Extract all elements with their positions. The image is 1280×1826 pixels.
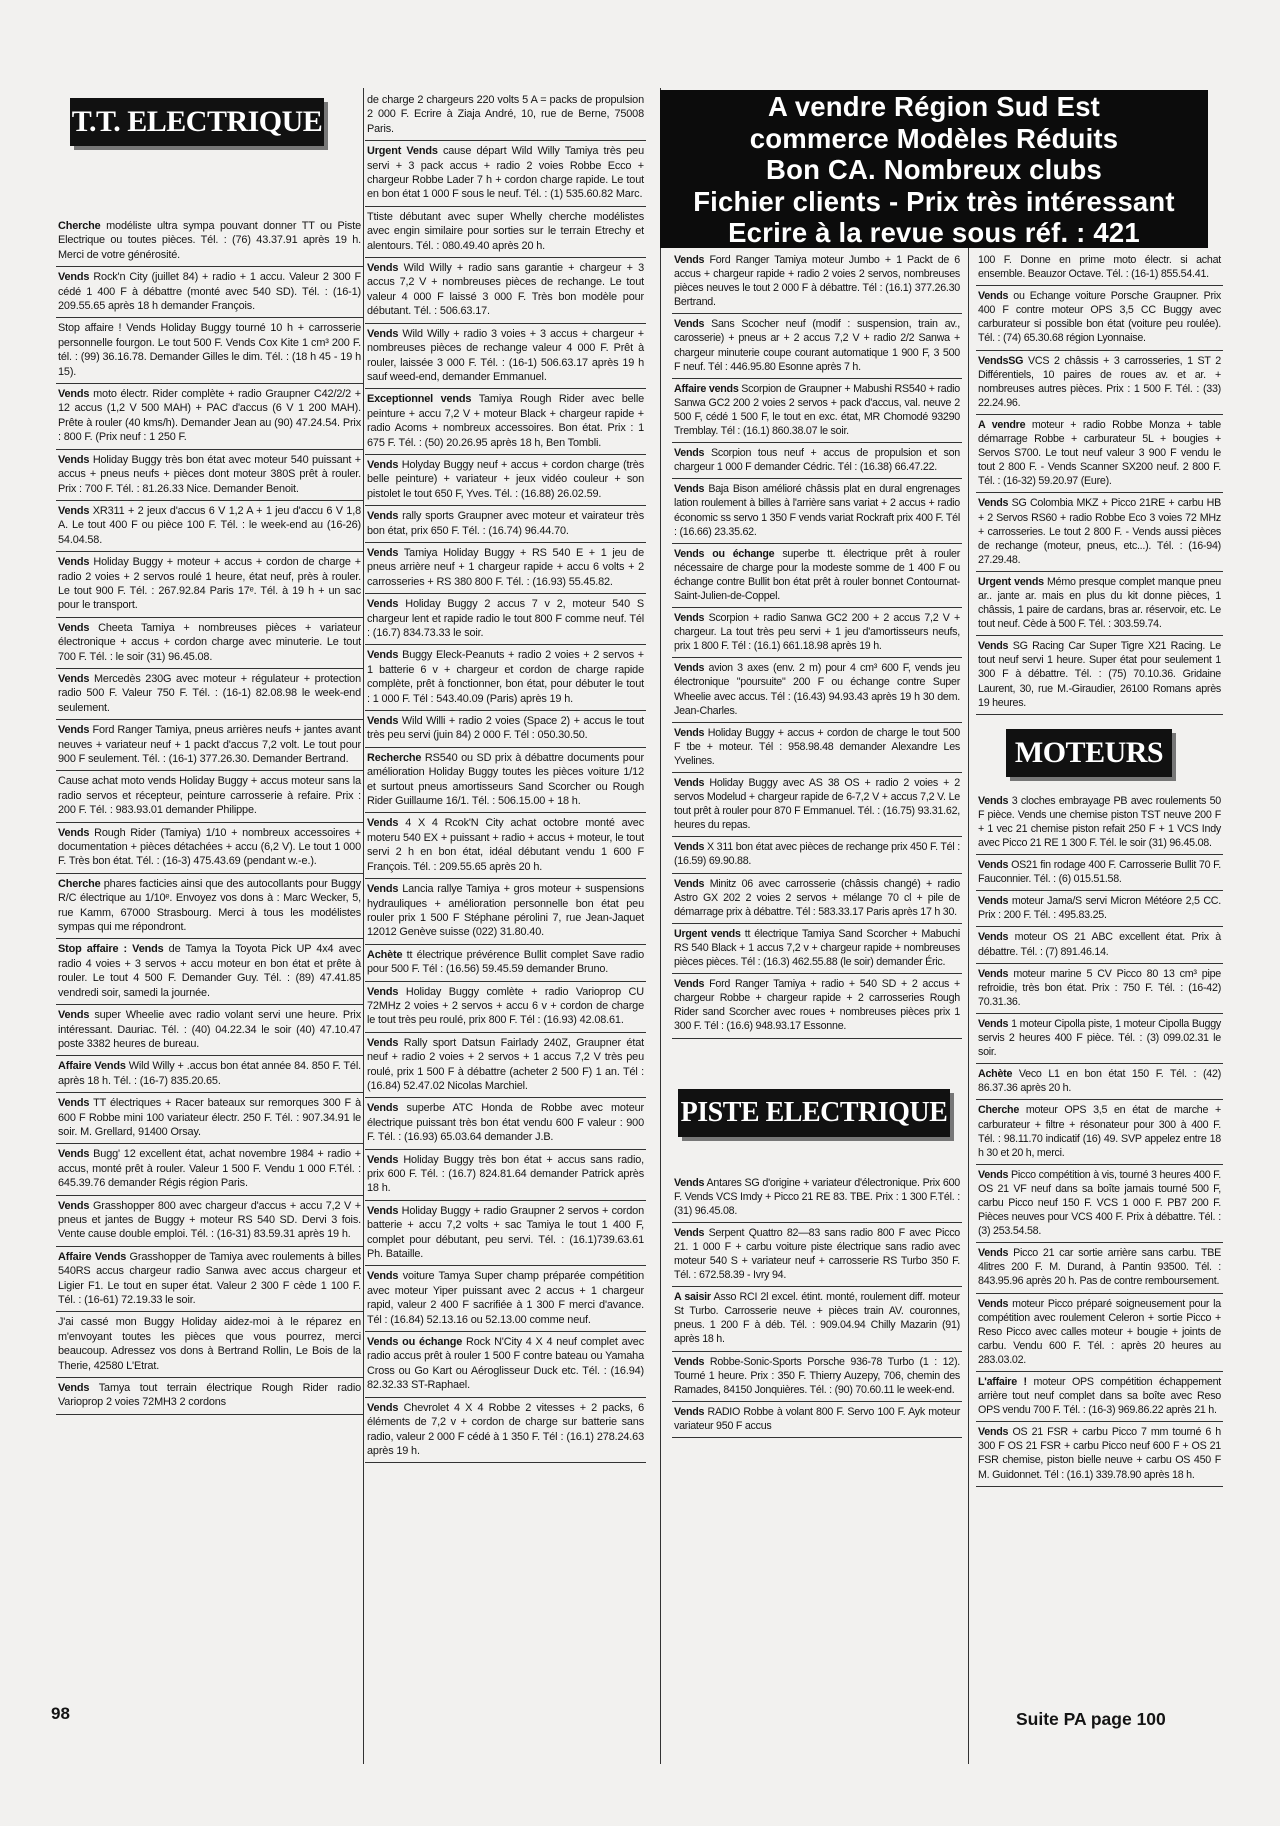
ad-text: Picco 21 car sortie arrière sans carbu. TBE 4litres 200 F. M. Durand, à Pantin 93500. Tél. : 843.95.96 après 20 h. Pas de contre remboursement. (978, 1247, 1221, 1288)
ad-text: Ford Ranger Tamiya + radio + 540 SD + 2 accus + chargeur Robbe + chargeur rapide + 2 carrosseries Rough Rider sand Scorcher avec roues + nombreuses pièces prix 1 300 F. Tél : (16.6) 948.93.17 Essonne. (674, 978, 960, 1033)
ad-text: RADIO Robbe à volant 800 F. Servo 100 F. Ayk moteur variateur 950 F accus (674, 1405, 960, 1432)
ad-keyword: Urgent vends (978, 575, 1044, 588)
ad-text: Wild Willy + radio sans garantie + chargeur + 3 accus 7,2 V + nombreuses pièces de rechange. Le tout valeur 4 000 F laissé 3 000 F. Très bon modèle pour débutant. Tél. : 506.63.17. (367, 262, 644, 318)
classified-ad (976, 636, 1223, 714)
ad-text: moteur Jama/S servi Micron Météore 2,5 CC. Prix : 200 F. Tél. : 495.83.25. (978, 895, 1221, 922)
ad-keyword: Vends (58, 1148, 90, 1161)
ad-text: Cause achat moto vends Holiday Buggy + accus moteur sans la radio servos et récepteur, peinture carrosserie à refaire. Prix : 200 F. Tél. : 983.93.01 demander Philippe. (58, 775, 361, 817)
classified-ad (365, 1098, 646, 1149)
ad-text: moteur marine 5 CV Picco 80 13 cm³ pipe refroidie, très bon état. Prix : 750 F. Tél. : (16-42) 70.31.36. (978, 967, 1221, 1008)
classified-ad (672, 314, 962, 378)
classified-ad (976, 791, 1223, 855)
ad-keyword: Vends (674, 254, 705, 266)
ad-text: phares facticies ainsi que des autocollants pour Buggy R/C électrique au 1/10ᵉ. Envoyez vos dons à : Marc Wecker, 5, rue Kamm, 67000 Strasbourg. Merci à tous les modélistes sympas qui me répondront. (58, 877, 361, 934)
classified-ad (976, 1422, 1223, 1486)
classified-ad (56, 501, 363, 552)
ad-text: Buggy Eleck-Peanuts + radio 2 voies + 2 servos + 1 batterie 6 v + chargeur et cordon de charge rapide complète, prêt à fonctionner, bon état, pour débuter le tout : 1 000 F. Tél : 543.40.09 (Paris) après 19 h. (367, 649, 644, 705)
ad-keyword: Vends (674, 1405, 705, 1418)
ad-keyword: Affaire Vends (58, 1250, 127, 1263)
column-rule-1 (363, 88, 364, 1764)
ad-text: Ford Ranger Tamiya, pneus arrières neufs + jantes avant neuves + variateur neuf + 1 packt d'accus 7,2 volt. Le tout pour 900 F seulement. Tél. : (16-1) 377.26.30. Demander Bertrand. (58, 724, 361, 765)
banner-line: A vendre Région Sud Est (767, 91, 1101, 122)
classified-ad (56, 939, 363, 1005)
ad-text: Stop affaire ! Vends Holiday Buggy tourné 10 h + carrosserie personnelle fourgon. Le tout 500 F. Vends Cox Kite 1 cm³ 200 F. tél. : (99) 36.16.78. Demander Gilles le dim. Tél. : (18 h 45 - 19 h 15). (58, 322, 361, 378)
column-rule-3 (968, 248, 969, 1764)
classified-ad (672, 1173, 962, 1223)
ad-text: Tamya tout terrain électrique Rough Rider radio Varioprop 2 voies 72MH3 2 cordons (58, 1382, 361, 1409)
ad-keyword: Cherche (978, 1104, 1020, 1117)
classified-ad (365, 1266, 646, 1332)
ad-text: Veco L1 en bon état 150 F. Tél. : (42) 86.37.36 après 20 h. (978, 1068, 1221, 1095)
ad-text: Baja Bison amélioré châssis plat en dural engrenages lation roulement à billes à l'arrière sans variat + 2 accus + radio économic ss servo 1 350 F vends variat Rockraft prix 400 F. Tél : (16.66) 23.35.62. (674, 483, 960, 538)
ad-keyword: Vends (367, 817, 399, 830)
classified-ad (56, 618, 363, 669)
classified-ad (365, 258, 646, 324)
ad-keyword: A saisir (674, 1291, 711, 1304)
classified-ad (56, 1378, 363, 1415)
continued-note: Suite PA page 100 (1016, 1709, 1166, 1729)
classified-ad (976, 964, 1223, 1014)
classified-ad (56, 216, 363, 267)
ad-text: superbe ATC Honda de Robbe avec moteur électrique puissant très bon état vendu 600 F valeur : 900 F. Tél. : (16.93) 65.03.64 demander J.B. (367, 1102, 644, 1144)
classified-ad (672, 874, 962, 924)
classified-ad (365, 1398, 646, 1464)
ad-text: tt électrique Tamiya Sand Scorcher + Mabuchi RS 540 Black + 1 accus 7,2 v + chargeur rapide + nombreuses pièces pièces. Tél : (16.3) 462.55.88 (le soir) demander Éric. (674, 927, 960, 969)
ad-text: Grasshopper de Tamiya avec roulements à billes 540RS accus chargeur radio Sanwa avec accus chargeur et Ligier F1. Le tout en super état. Valeur 2 300 F cède 1 100 F. Tél. : (16-61) 72.19.33 le soir. (58, 1250, 361, 1306)
ad-keyword: Affaire Vends (58, 1060, 126, 1073)
classified-ad (365, 1201, 646, 1267)
ad-text: Rough Rider (Tamiya) 1/10 + nombreux accessoires + documentation + pièces détachées + accu (6,2 V). Le tout 1 000 F. Très bon état. Tél. : (16-3) 475.43.69 (pendant w.-e.). (58, 826, 361, 868)
classified-ad (672, 1352, 962, 1402)
ads-list (56, 216, 363, 1415)
ad-keyword: Vends (367, 327, 399, 340)
ad-text: voiture Tamya Super champ préparée compétition avec moteur Yiper puissant avec 2 accus + 1 chargeur rapid, valeur 2 400 F sacrifiée à 1 300 F merci d'avance. Tél : (16.84) 52.13.16 ou 52.13.00 comme neuf. (367, 1270, 644, 1326)
ad-text: Minitz 06 avec carrosserie (châssis changé) + radio Astro GX 202 2 voies 2 servos + mélange 70 cl + pile de démarrage prix à débattre. Tél : 583.33.17 Paris après 17 h 30. (674, 877, 960, 918)
ad-text: Holiday Buggy 2 accus 7 v 2, moteur 540 S chargeur lent et rapide radio le tout 800 F comme neuf. Tél : (16.7) 834.73.33 le soir. (367, 598, 644, 639)
banner-line: Fichier clients - Prix très intéressant (693, 185, 1175, 217)
ad-keyword: Vends (674, 662, 705, 675)
ad-keyword: Vends (367, 1270, 399, 1283)
classified-ad (56, 318, 363, 384)
ad-keyword: Vends (674, 978, 705, 991)
ad-text: SG Racing Car Super Tigre X21 Racing. Le tout neuf servi 1 heure. Super état pour seulement 1 300 F à débattre. Tél. : (75) 70.10.36. Gridaine Laurent, 30, rue M.-Giraudier, 26100 Romans après 19 heures. (978, 640, 1221, 709)
ad-keyword: Vends (58, 556, 90, 569)
ad-keyword: Vends (58, 388, 90, 401)
ad-keyword: Vends (367, 262, 399, 275)
ad-text: Holiday Buggy comlète + radio Varioprop CU 72MHz 2 voies + 2 servos + accu 6 v + cordon de charge le tout très peu roulé, prix 800 F. Tél : (16.93) 42.08.61. (367, 985, 644, 1027)
classified-ad (365, 1332, 646, 1398)
ad-keyword: Urgent vends (674, 927, 741, 940)
ads-list (976, 791, 1223, 1487)
ad-text: moteur OPS 3,5 en état de marche + carburateur + filtre + résonateur pour 300 à 400 F. Tél. : 98.11.70 indicatif (16) 49. SVP appelez entre 18 h 30 et 20 h, merci. (978, 1104, 1221, 1159)
ad-keyword: Vends (58, 1382, 90, 1395)
classified-ad (672, 443, 962, 479)
classified-ad (672, 250, 962, 314)
ad-keyword: Vends (58, 826, 90, 839)
classified-ad (976, 493, 1223, 571)
classified-ad (672, 924, 962, 974)
ad-keyword: Vends (58, 1009, 90, 1022)
ad-keyword: Achète (367, 948, 403, 961)
ad-keyword: Vends (674, 483, 705, 496)
classified-ad (56, 1005, 363, 1056)
banner-ad (660, 90, 1208, 248)
ad-keyword: Vends (674, 1355, 705, 1368)
classified-ad (976, 1294, 1223, 1372)
ad-keyword: Vends (58, 504, 90, 517)
ad-text: Wild Willy + .accus bon état année 84. 850 F. Tél. après 18 h. Tél. : (16-7) 835.20.65. (58, 1060, 361, 1087)
classified-ad (56, 1144, 363, 1195)
ad-keyword: Vends (978, 895, 1009, 908)
ad-text: XR311 + 2 jeux d'accus 6 V 1,2 A + 1 jeu d'accu 6 V 1,8 A. Le tout 400 F ou pièce 100 F. Tél. : le week-end au (16-26) 54.04.58. (58, 504, 361, 546)
ad-text: Scorpion de Graupner + Mabushi RS540 + radio Sanwa GC2 200 2 voies 2 servos + pack d'accus, val. neuve 2 500 F, cédé 1 500 F, le tout en exc. état, MR Chomodé 93290 Tremblay. Tél : (16.1) 860.38.07 le soir. (674, 382, 960, 438)
ad-text: de Tamya la Toyota Pick UP 4x4 avec radio 4 voies + 3 servos + accu moteur en bon état et prête à rouler. Le tout 4 500 F. Demander Guy. Tél. : (89) 47.41.85 vendredi soir, samedi la journée. (58, 943, 361, 999)
classified-ad (672, 773, 962, 837)
classified-ad (976, 1243, 1223, 1293)
ad-keyword: Vends ou échange (674, 547, 775, 560)
ad-text: Ford Ranger Tamiya moteur Jumbo + 1 Packt de 6 accus + chargeur rapide + radio 2 voies 2 servos, nombreuses pièces neuves le tout 2 000 F à débattre. Tél : (16.1) 377.26.30 Bertrand. (674, 254, 960, 309)
ad-text: Mercedès 230G avec moteur + régulateur + protection radio 500 F. Valeur 750 F. Tél. : (16-1) 82.08.98 le week-end seulement. (58, 672, 361, 714)
classified-ad (365, 1150, 646, 1201)
ad-text: Holiday Buggy + accus + cordon de charge le tout 500 F tbe + moteur. Tél : 958.98.48 demander Alexandre Les Yvelines. (674, 726, 960, 767)
column-3 (672, 250, 962, 1438)
ad-keyword: Vends (978, 1168, 1009, 1181)
classified-ad (365, 543, 646, 594)
classified-ad (672, 658, 962, 722)
ad-keyword: Vends (978, 859, 1009, 872)
ad-text: Chevrolet 4 X 4 Robbe 2 vitesses + 2 packs, 6 éléments de 7,2 v + cordon de charge sur batterie sans radio, valeur 2 000 F cédé à 1 350 F. Tél : (16.1) 278.24.63 après 19 h. (367, 1401, 644, 1457)
ad-text: moteur OS 21 ABC excellent état. Prix à débattre. Tél. : (7) 891.46.14. (978, 931, 1221, 958)
classified-ad (56, 450, 363, 501)
ad-text: J'ai cassé mon Buggy Holiday aidez-moi à le réparez en m'envoyant toutes les pièces que vous pourrez, merci beaucoup. Adressez vos dons à Bertrand Rollin, Le Bois de la Therie, 42580 L'Etrat. (58, 1316, 361, 1372)
ad-keyword: Vends (367, 1204, 399, 1217)
ad-keyword: Cherche (58, 877, 101, 890)
classified-ad (976, 351, 1223, 415)
ad-text: Rally sport Datsun Fairlady 240Z, Graupner état neuf + radio 2 voies + 2 servos + 1 accus 7,2 V très peu roulé, prix 1 500 F à débattre (acheter 2 500 F) 1 an. Tél : (16.84) 52.47.02 Nicolas Marchiel. (367, 1036, 644, 1092)
ad-keyword: Vends (978, 1017, 1009, 1030)
classified-ad (56, 384, 363, 450)
classified-ad (672, 974, 962, 1038)
classified-ad (976, 1014, 1223, 1064)
ad-keyword: Cherche (58, 220, 101, 232)
ad-text: Asso RCI 2l excel. étint. monté, roulement diff. moteur St Turbo. Carrosserie neuve + pièces train AV. couronnes, pneus. 1 200 F à déb. Tél. : 909.04.94 Chilly Mazarin (91) après 18 h. (674, 1291, 960, 1346)
ad-text: 4 X 4 Rcok'N City achat octobre monté avec moteru 540 EX + puissant + radio + accus + moteur, le tout servi 2 h en bon état, idéal débutant vendu 1 600 F François. Tél. : 209.55.65 après 20 h. (367, 817, 644, 873)
classified-ad (976, 250, 1223, 286)
ad-text: Rock'n City (juillet 84) + radio + 1 accu. Valeur 2 300 F cédé 1 400 F à débattre (monté avec 540 SD). Tél. : (16-1) 209.55.65 après 18 h demander François. (58, 271, 361, 313)
classified-ad (56, 1093, 363, 1144)
classified-ad (976, 286, 1223, 350)
ad-keyword: Vends (674, 1226, 705, 1239)
ad-keyword: Recherche (367, 751, 422, 764)
ad-keyword: Vends (367, 1102, 399, 1115)
ad-keyword: Vends (674, 877, 705, 890)
classified-ad (365, 982, 646, 1033)
ad-text: 3 cloches embrayage PB avec roulements 50 F pièce. Vends une chemise piston TST neuve 200 F + 1 vec 21 chemise piston refait 250 F + 1 VCS Indy avec Picco 21 RE 1 300 F. Tél. le soir (31) 96.45.08. (978, 794, 1221, 849)
column-4 (976, 250, 1223, 1487)
ad-text: X 311 bon état avec pièces de rechange prix 450 F. Tél : (16.59) 69.90.88. (674, 841, 960, 868)
classified-ad (976, 927, 1223, 963)
classified-ad (365, 711, 646, 748)
classified-ad (672, 379, 962, 443)
ad-text: Tamiya Holiday Buggy + RS 540 E + 1 jeu de pneus arrière neuf + 1 chargeur rapide + accu 6 volts + 2 carrosseries + RS 380 800 F. Tél. : (16.93) 55.45.82. (367, 546, 644, 588)
ad-text: cause départ Wild Willy Tamiya très peu servi + 3 pack accus + radio 2 voies Robbe Ecco + chargeur Robbe Lader 7 h + cordon charge rapide. Le tout en bon état 1 000 F sous le neuf. Tél. : (1) 535.60.82 Marc. (367, 145, 644, 201)
ad-text: avion 3 axes (env. 2 m) pour 4 cm³ 600 F, vends jeu électronique "poursuite" 200 F ou échange contre Super Wheelie avec accus. Tél : (16.43) 94.93.43 après 19 h 30 dem. Jean-Charles. (674, 662, 960, 717)
classified-ad (365, 455, 646, 506)
ad-keyword: A vendre (978, 418, 1026, 431)
section-heading-moteurs: MOTEURS (1006, 729, 1172, 777)
ad-text: Sans Scocher neuf (modif : suspension, train av., carosserie) + pneus ar + 2 accus 7,2 V + radio 2/2 Sanwa + chargeur minuterie coupe courant automatique 1 900 F, 3 500 F neuf. Tél : 446.95.80 Esonne après 7 h. (674, 318, 960, 373)
ad-keyword: Vends (978, 290, 1009, 303)
classified-ad (365, 879, 646, 945)
classified-ad (56, 771, 363, 822)
ad-keyword: Vends (58, 621, 90, 634)
classified-ad (365, 207, 646, 258)
ad-keyword: Vends (978, 794, 1009, 807)
ad-keyword: Vends (978, 497, 1009, 510)
ad-keyword: Urgent Vends (367, 145, 438, 158)
classified-ad (672, 608, 962, 658)
ad-text: moteur OPS compétition échappement arrière tout neuf complet dans sa boîte avec Reso OPS vendu 700 F. Tél. : (16-3) 969.86.22 après 21 h. (978, 1376, 1221, 1417)
classified-ad (365, 748, 646, 814)
classified-ad (365, 594, 646, 645)
classified-ad (56, 1196, 363, 1247)
ad-keyword: Vends ou échange (367, 1336, 463, 1349)
ad-text: Serpent Quattro 82—83 sans radio 800 F avec Picco 21. 1 000 F + carbu voiture piste électrique sans radio avec moteur 540 S + variateur neuf + carrosserie RS Turbo 350 F. Tél. : 672.58.39 - Ivry 94. (674, 1226, 960, 1282)
classified-ad (365, 506, 646, 543)
ad-text: Rock N'City 4 X 4 neuf complet avec radio accus prêt à rouler 1 500 F contre bateau ou Yamaha Cross ou Go Kart ou Aéroglisseur Duck etc. Tél. : (16.94) 82.32.33 ST-Raphael. (367, 1336, 644, 1392)
ad-text: Wild Willy + radio 3 voies + 3 accus + chargeur + nombreuses pièces de rechange valeur 4 000 F. Prêt à rouler, laissée 3 000 F. Tél. : (16-1) 506.63.17 après 19 h sauf weed-end, demander Emmanuel. (367, 327, 644, 383)
classified-ad (672, 544, 962, 608)
ad-keyword: Vends (58, 453, 90, 466)
ad-text: RS540 ou SD prix à débattre documents pour amélioration Holiday Buggy toutes les pièces voiture 1/12 et surtout pneus amortisseurs Sand Scorcher ou Rough Rider Guillaume 16/1. Tél. : 506.15.00 + 18 h. (367, 751, 644, 808)
ad-text: Grasshopper 800 avec chargeur d'accus + accu 7,2 V + pneus et jantes de Buggy + moteur RS 540 SD. Dervi 3 fois. Vente cause double emploi. Tél. : (16-31) 83.59.31 après 19 h. (58, 1199, 361, 1241)
ad-keyword: Vends (58, 1199, 90, 1212)
ad-text: Scorpion tous neuf + accus de propulsion et son chargeur 1 000 F demander Cédric. Tél : (16.38) 66.47.22. (674, 447, 960, 474)
classified-ad (672, 479, 962, 543)
classified-ad (365, 813, 646, 879)
ad-keyword: Exceptionnel vends (367, 393, 472, 406)
ad-keyword: Vends (674, 726, 705, 739)
ad-keyword: Vends (367, 510, 399, 523)
ad-text: moto électr. Rider complète + radio Graupner C42/2/2 + 12 accus (1,2 V 500 MAH) + PAC d'accus (6 V 1 200 MAH). Prête à rouler (40 kms/h). Demander Jean au (90) 47.24.54. Prix : 800 F. (Prix neuf : 1 250 F. (58, 388, 361, 444)
ads-list (672, 250, 962, 1039)
ad-text: SG Colombia MKZ + Picco 21RE + carbu HB + 2 Servos RS60 + radio Robbe Eco 3 voies 72 MHz + carrosseries. Le tout 2 800 F. - Vends aussi pièces de rechange (moteur, pneus, etc...). Tél. : (16-94) 27.29.48. (978, 497, 1221, 566)
banner-line: Bon CA. Nombreux clubs (766, 154, 1102, 185)
ad-text: super Wheelie avec radio volant servi une heure. Prix intéressant. Dauriac. Tél. : (40) 04.22.34 le soir (40) 47.10.47 poste 3382 heures de bureau. (58, 1009, 361, 1050)
ad-text: modéliste ultra sympa pouvant donner TT ou Piste Electrique ou toutes pièces. Tél. : (76) 43.37.91 après 19 h. Merci de votre générosité. (58, 220, 361, 261)
ad-text: Robbe-Sonic-Sports Porsche 936-78 Turbo (1 : 12). Tourné 1 heure. Prix : 350 F. Thierry Auzepy, 706, chemin des Ramades, 84150 Jonquières. Tél. : (90) 70.60.11 le week-end. (674, 1355, 960, 1396)
classified-ad (672, 1223, 962, 1287)
ad-text: Wild Willi + radio 2 voies (Space 2) + accus le tout très peu servi (juin 84) 2 000 F. Tél : 050.30.50. (367, 715, 644, 742)
classified-ad (56, 720, 363, 771)
classified-ad (976, 1372, 1223, 1422)
classified-ad (56, 267, 363, 318)
classified-ad (365, 645, 646, 711)
ad-text: tt électrique prévérence Bullit complet Save radio pour 500 F. Tél : (16.56) 59.45.59 demander Bruno. (367, 948, 644, 976)
classified-ad (976, 891, 1223, 927)
ad-text: Tamiya Rough Rider avec belle peinture + accu 7,2 V + moteur Black + chargeur rapide + radio Acoms + nombreux accessoires. Bon état. Prix : 1 675 F. Tél. : (50) 20.26.95 après 18 h, Ben Tombli. (367, 393, 644, 449)
ad-text: OS21 fin rodage 400 F. Carrosserie Bullit 70 F. Fauconnier. Tél. : (6) 015.51.58. (978, 859, 1221, 886)
ad-keyword: Vends (367, 598, 399, 611)
classified-ad (56, 669, 363, 720)
classified-ad (365, 945, 646, 982)
classified-ad (365, 90, 646, 141)
banner-line: Ecrire à la revue sous réf. : 421 (728, 217, 1140, 248)
classified-ad (56, 1312, 363, 1378)
ad-text: TT électriques + Racer bateaux sur remorques 300 F à 600 F Robbe mini 100 variateur électr. 250 F. Tél. : 907.34.91 le soir. M. Grellard, 91400 Orsay. (58, 1097, 361, 1138)
classified-ad (672, 723, 962, 773)
classified-ad (56, 874, 363, 940)
classified-ad (976, 415, 1223, 493)
ad-text: ou Echange voiture Porsche Graupner. Prix 400 F contre moteur OPS 3,5 CC Buggy avec carburateur si possible bon état (voiture peu roulée). Tél. : (74) 65.30.68 région Lyonnaise. (978, 290, 1221, 345)
ad-keyword: Vends (367, 649, 399, 662)
ad-text: Mémo presque complet manque pneu ar.. jante ar. mais en plus du kit donne pièces, 1 châssis, 1 paire de cardans, bras ar. réservoir, etc. Le tout neuf. Cède à 500 F. Tél. : 303.59.74. (978, 575, 1222, 631)
ads-list (976, 250, 1223, 715)
ad-text: Holiday Buggy + radio Graupner 2 servos + cordon batterie + accu 7,2 volts + sac Tamiya le tout 1 400 F, complet pour débutant, peu servi. Tél. : (16.1)739.63.61 Ph. Bataille. (367, 1204, 644, 1261)
classified-ad (976, 855, 1223, 891)
ad-text: Lancia rallye Tamiya + gros moteur + suspensions hydrauliques + amélioration personnelle bon état peu rouler prix 1 500 F Stéphane pérolini 7, rue Jean-Jaquet 12012 Genève suisse (022) 31.80.40. (367, 883, 644, 939)
page-number: 98 (51, 1704, 70, 1723)
ad-keyword: Vends (367, 1401, 399, 1414)
ad-keyword: Vends (58, 1097, 90, 1110)
ad-keyword: Vends (674, 777, 705, 789)
classified-ad (672, 837, 962, 873)
ad-keyword: Vends (58, 271, 90, 284)
ad-keyword: VendsSG (978, 354, 1024, 367)
ad-text: Holiday Buggy + moteur + accus + cordon de charge + radio 2 voies + 2 servos roulé 1 heure, état neuf, près à rouler. Le tout 900 F. Tél. : 267.92.84 Paris 17ᵉ. Tél. à 19 h + un sac pour le transport. (58, 556, 361, 612)
ad-text: Cheeta Tamiya + nombreuses pièces + variateur électronique + accus + cordon charge avec minuterie. Le tout 700 F. Tél. : le soir (31) 96.45.08. (58, 621, 361, 663)
ad-keyword: Vends (367, 1153, 399, 1166)
ad-text: rally sports Graupner avec moteur et vairateur très bon état, prix 650 F. Tél. : (16.74) 96.44.70. (367, 510, 644, 537)
classified-ad (672, 1287, 962, 1351)
ad-text: VCS 2 châssis + 3 carrosseries, 1 ST 2 Différentiels, 10 paires de roues av. et ar. + nombreuses autres pièces. Prix : 1 500 F. Tél. : (33) 22.24.96. (978, 354, 1221, 409)
column-2 (365, 90, 646, 1463)
ad-text: moteur Picco préparé soigneusement pour la compétition avec roulement Celeron + sortie Picco + Reso Picco avec calles moteur + bougie + joints de carbu. Vendu 600 F. Tél. : après 20 heures au 283.03.02. (978, 1297, 1221, 1366)
ads-list (672, 1173, 962, 1439)
classified-ad (56, 552, 363, 618)
ad-keyword: Achète (978, 1068, 1013, 1081)
ad-text: Antares SG d'origine + variateur d'électronique. Prix 600 F. Vends VCS Imdy + Picco 21 RE 83. TBE. Prix : 1 300 F.Tél. : (31) 96.45.08. (674, 1176, 960, 1217)
ad-text: Holiday Buggy avec AS 38 OS + radio 2 voies + 2 servos Modelud + chargeur rapide de 6-7,2 V + accus 7,2 V. Le tout prêt à rouler pour 870 F Emmanuel. Tél. : (16.75) 93.31.62, heures du repas. (674, 777, 960, 832)
ad-keyword: Vends (978, 1426, 1009, 1439)
ads-list (365, 90, 646, 1463)
classified-ad (365, 1033, 646, 1099)
column-rule-2 (660, 88, 661, 1764)
banner-line: commerce Modèles Réduits (749, 122, 1119, 154)
ad-keyword: Stop affaire : Vends (58, 943, 164, 956)
ad-text: 100 F. Donne en prime moto électr. si achat ensemble. Beauzor Octave. Tél. : (16-1) 855.54.41. (978, 254, 1221, 281)
ad-keyword: Vends (367, 883, 399, 896)
ad-text: Picco compétition à vis, tourné 3 heures 400 F. OS 21 VF neuf dans sa boîte jamais tourné 500 F, carbu Picco neuf 150 F. VCS 1 000 F. PB7 200 F. Pièces neuves pour VCS 400 F. Prix à débattre. Tél. : (3) 253.54.58. (978, 1168, 1221, 1238)
ad-keyword: Vends (367, 458, 399, 471)
ad-keyword: Vends (367, 546, 399, 559)
ad-keyword: Vends (674, 318, 705, 331)
ad-text: 1 moteur Cipolla piste, 1 moteur Cipolla Buggy servis 2 heures 400 F pièce. Tél. : (3) 099.02.31 le soir. (978, 1017, 1221, 1059)
ad-keyword: Vends (674, 447, 705, 460)
classified-ad (672, 1402, 962, 1438)
classified-ad (976, 572, 1223, 636)
classified-ad (56, 823, 363, 874)
ad-keyword: Vends (367, 985, 399, 998)
classified-ad (56, 1056, 363, 1093)
column-1 (56, 90, 363, 1415)
ad-keyword: Vends (978, 931, 1009, 944)
ad-text: superbe tt. électrique prêt à rouler nécessaire de charge pour la modeste somme de 1 400 F ou échange contre Bullit bon état prêt à rouler bonnet Contournat-Saint-Julien-de-Coppel. (674, 547, 961, 602)
ad-text: moteur + radio Robbe Monza + table démarrage Robbe + carburateur 5L + bougies + Servos S700. Le tout neuf valeur 3 900 F vendu le tout 2 800 F. - Vends Scanner SX200 neuf. 2 800 F. Tél. : (16-32) 59.20.97 (Eure). (978, 418, 1221, 488)
section-heading-tt-electrique: T.T. ELECTRIQUE (70, 98, 324, 146)
classified-ad (976, 1064, 1223, 1100)
ad-text: Scorpion + radio Sanwa GC2 200 + 2 accus 7,2 V + chargeur. La tout très peu servi + 1 jeu d'amortisseurs neufs, prix 1 800 F. Tél : (16.1) 661.18.98 après 19 h. (674, 612, 960, 653)
ad-keyword: Vends (978, 640, 1009, 653)
ad-text: OS 21 FSR + carbu Picco 7 mm tourné 6 h 300 F OS 21 FSR + carbu Picco neuf 600 F + OS 21 FSR chemise, piston bielle neuve + carbu OS 450 F M. Guidonnet. Tél : (16.1) 339.78.90 après 18 h. (978, 1426, 1221, 1481)
ad-keyword: Vends (58, 724, 90, 737)
ad-text: de charge 2 chargeurs 220 volts 5 A = packs de propulsion 2 000 F. Ecrire à Ziaja André, 10, rue de Berne, 75008 Paris. (367, 94, 644, 135)
ad-keyword: Vends (367, 715, 399, 728)
ad-text: Holyday Buggy neuf + accus + cordon charge (très belle peinture) + variateur + jeux vidéo couleur + son pistolet le tout 650 F, Yves. Tél. : (16.88) 26.02.59. (367, 458, 644, 500)
classified-ad (365, 324, 646, 390)
ad-text: Holiday Buggy très bon état avec moteur 540 puissant + accus + pneus neufs + pièces dont moteur 380S prêt à rouler. Prix : 700 F. Tél. : 81.26.33 Nice. Demander Benoit. (58, 453, 361, 495)
ad-text: Bugg' 12 excellent état, achat novembre 1984 + radio + accus, monté prêt à rouler. Valeur 1 500 F. Vendu 1 000 F.Tél. : 645.39.76 demander Régis région Paris. (58, 1148, 361, 1190)
classified-ad (365, 141, 646, 207)
classified-ad (365, 389, 646, 455)
ad-keyword: Vends (367, 1036, 399, 1049)
ad-keyword: Vends (978, 1247, 1009, 1260)
classified-ad (56, 1247, 363, 1313)
ad-keyword: Affaire vends (674, 382, 739, 395)
section-heading-piste-electrique: PISTE ELECTRIQUE (678, 1089, 950, 1137)
ad-keyword: Vends (978, 967, 1009, 980)
classified-ad (976, 1100, 1223, 1164)
ad-keyword: Vends (674, 612, 705, 625)
ad-keyword: Vends (58, 672, 90, 685)
ad-keyword: Vends (674, 1176, 705, 1189)
ad-keyword: L'affaire ! (978, 1376, 1027, 1388)
classified-ad (976, 1165, 1223, 1243)
ad-keyword: Vends (674, 841, 705, 854)
ad-text: Ttiste débutant avec super Whelly cherche modélistes avec engin similaire pour sorties sur le terrain Etrechy et alentours. Tél. : 080.49.40 après 20 h. (367, 210, 644, 252)
ad-text: Holiday Buggy très bon état + accus sans radio, prix 600 F. Tél. : (16.7) 824.81.64 demander Patrick après 18 h. (367, 1153, 644, 1195)
ad-keyword: Vends (978, 1297, 1009, 1310)
